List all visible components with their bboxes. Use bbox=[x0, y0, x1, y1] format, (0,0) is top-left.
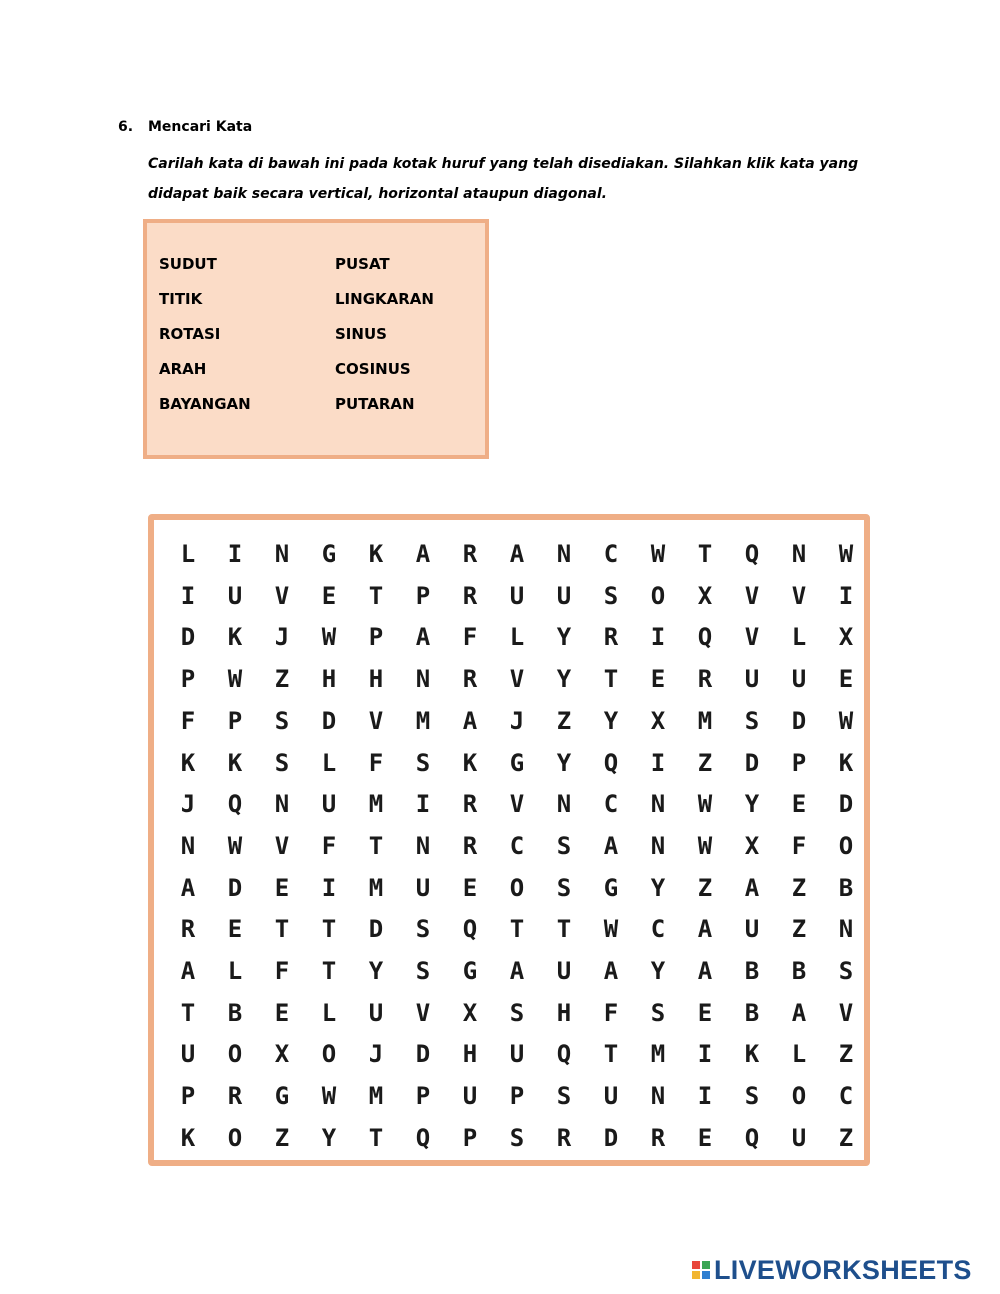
grid-letter[interactable]: F bbox=[368, 748, 384, 777]
grid-letter[interactable]: V bbox=[744, 623, 760, 652]
grid-letter[interactable]: G bbox=[462, 957, 478, 985]
grid-letter[interactable]: A bbox=[791, 998, 807, 1027]
grid-letter[interactable]: R bbox=[697, 665, 713, 694]
grid-letter[interactable]: T bbox=[556, 915, 572, 944]
grid-letter[interactable]: U bbox=[415, 873, 431, 902]
grid-letter[interactable]: N bbox=[838, 915, 854, 944]
grid-letter[interactable]: N bbox=[791, 540, 807, 568]
grid-letter[interactable]: R bbox=[462, 790, 478, 819]
grid-letter[interactable]: V bbox=[368, 706, 384, 735]
grid-letter[interactable]: O bbox=[509, 873, 525, 902]
grid-letter[interactable]: Q bbox=[603, 748, 619, 777]
grid-letter[interactable]: X bbox=[697, 581, 713, 610]
grid-letter[interactable]: D bbox=[744, 748, 760, 777]
grid-letter[interactable]: W bbox=[650, 540, 666, 568]
grid-letter[interactable]: P bbox=[180, 1082, 196, 1111]
grid-letter[interactable]: A bbox=[697, 957, 713, 985]
grid-letter[interactable]: B bbox=[838, 873, 854, 902]
grid-letter[interactable]: C bbox=[603, 790, 619, 819]
grid-letter[interactable]: E bbox=[650, 665, 666, 694]
grid-letter[interactable]: S bbox=[415, 915, 431, 944]
grid-letter[interactable]: Q bbox=[462, 915, 478, 944]
grid-letter[interactable]: E bbox=[321, 581, 337, 610]
grid-letter[interactable]: Y bbox=[321, 1123, 337, 1152]
grid-letter[interactable]: X bbox=[838, 623, 854, 652]
grid-letter[interactable]: B bbox=[744, 957, 760, 985]
grid-letter[interactable]: U bbox=[791, 1123, 807, 1152]
grid-letter[interactable]: R bbox=[462, 581, 478, 610]
grid-letter[interactable]: U bbox=[321, 790, 337, 819]
grid-letter[interactable]: A bbox=[415, 540, 431, 568]
grid-letter[interactable]: A bbox=[603, 831, 619, 860]
grid-letter[interactable]: U bbox=[603, 1082, 619, 1111]
grid-letter[interactable]: G bbox=[603, 873, 619, 902]
grid-letter[interactable]: R bbox=[227, 1082, 243, 1111]
grid-letter[interactable]: P bbox=[227, 706, 243, 735]
grid-letter[interactable]: T bbox=[368, 831, 384, 860]
logo-tile bbox=[702, 1261, 710, 1269]
grid-letter[interactable]: U bbox=[509, 1040, 525, 1069]
grid-letter[interactable]: F bbox=[321, 831, 337, 860]
grid-letter[interactable]: N bbox=[650, 1082, 666, 1111]
grid-letter[interactable]: C bbox=[838, 1082, 854, 1111]
grid-letter[interactable]: N bbox=[274, 540, 290, 568]
grid-letter[interactable]: O bbox=[227, 1040, 243, 1069]
grid-letter[interactable]: E bbox=[274, 998, 290, 1027]
grid-letter[interactable]: P bbox=[791, 748, 807, 777]
grid-letter[interactable]: O bbox=[838, 831, 854, 860]
grid-letter[interactable]: U bbox=[556, 581, 572, 610]
grid-letter[interactable]: F bbox=[274, 957, 290, 985]
grid-letter[interactable]: R bbox=[462, 540, 478, 568]
grid-letter[interactable]: V bbox=[415, 998, 431, 1027]
grid-letter[interactable]: B bbox=[227, 998, 243, 1027]
grid-letter[interactable]: Y bbox=[556, 748, 572, 777]
logo-tile bbox=[692, 1261, 700, 1269]
grid-letter[interactable]: L bbox=[180, 540, 196, 568]
grid-letter[interactable]: K bbox=[744, 1040, 760, 1069]
grid-letter[interactable]: S bbox=[415, 748, 431, 777]
grid-letter[interactable]: I bbox=[697, 1040, 713, 1069]
grid-letter[interactable]: D bbox=[838, 790, 854, 819]
grid-letter[interactable]: M bbox=[368, 873, 384, 902]
grid-letter[interactable]: S bbox=[556, 873, 572, 902]
grid-letter[interactable]: I bbox=[650, 623, 666, 652]
word-bank-item: ARAH bbox=[159, 360, 207, 378]
grid-letter[interactable]: S bbox=[415, 957, 431, 985]
grid-letter[interactable]: K bbox=[368, 540, 384, 568]
grid-letter[interactable]: Y bbox=[368, 957, 384, 985]
grid-letter[interactable]: O bbox=[227, 1123, 243, 1152]
grid-letter[interactable]: A bbox=[415, 623, 431, 652]
grid-letter[interactable]: G bbox=[274, 1082, 290, 1111]
grid-letter[interactable]: O bbox=[321, 1040, 337, 1069]
grid-letter[interactable]: Z bbox=[697, 748, 713, 777]
grid-letter[interactable]: P bbox=[415, 581, 431, 610]
grid-letter[interactable]: R bbox=[180, 915, 196, 944]
grid-letter[interactable]: E bbox=[838, 665, 854, 694]
grid-letter[interactable]: S bbox=[556, 831, 572, 860]
liveworksheets-brand bbox=[692, 1255, 972, 1285]
grid-letter[interactable]: N bbox=[650, 831, 666, 860]
grid-letter[interactable]: G bbox=[321, 540, 337, 568]
grid-letter[interactable]: W bbox=[321, 623, 337, 652]
grid-letter[interactable]: T bbox=[321, 915, 337, 944]
word-bank-item: BAYANGAN bbox=[159, 395, 251, 413]
question-number: 6. bbox=[118, 119, 134, 135]
grid-letter[interactable]: P bbox=[509, 1082, 525, 1111]
grid-letter[interactable]: P bbox=[180, 665, 196, 694]
grid-letter[interactable]: I bbox=[321, 873, 337, 902]
grid-letter[interactable]: T bbox=[603, 1040, 619, 1069]
grid-letter[interactable]: Z bbox=[274, 1123, 290, 1152]
grid-letter[interactable]: K bbox=[180, 1123, 196, 1152]
grid-letter[interactable]: E bbox=[227, 915, 243, 944]
grid-letter[interactable]: J bbox=[274, 623, 290, 652]
grid-letter[interactable]: U bbox=[744, 915, 760, 944]
grid-letter[interactable]: S bbox=[274, 748, 290, 777]
grid-letter[interactable]: M bbox=[368, 790, 384, 819]
grid-letter[interactable]: W bbox=[838, 540, 854, 568]
grid-letter[interactable]: F bbox=[462, 623, 478, 652]
grid-letter[interactable]: Y bbox=[650, 957, 666, 985]
grid-letter[interactable]: A bbox=[744, 873, 760, 902]
grid-letter[interactable]: T bbox=[368, 1123, 384, 1152]
logo-tile bbox=[692, 1271, 700, 1279]
grid-letter[interactable]: E bbox=[697, 1123, 713, 1152]
grid-letter[interactable]: V bbox=[509, 790, 525, 819]
grid-letter[interactable]: I bbox=[650, 748, 666, 777]
grid-letter[interactable]: U bbox=[368, 998, 384, 1027]
word-bank-item: TITIK bbox=[159, 290, 203, 308]
grid-letter[interactable]: U bbox=[791, 665, 807, 694]
grid-letter[interactable]: G bbox=[509, 748, 525, 777]
grid-letter[interactable]: K bbox=[180, 748, 196, 777]
grid-letter[interactable]: W bbox=[838, 706, 854, 735]
grid-letter[interactable]: T bbox=[180, 998, 196, 1027]
grid-letter[interactable]: D bbox=[321, 706, 337, 735]
grid-letter[interactable]: N bbox=[556, 790, 572, 819]
grid-letter[interactable]: W bbox=[227, 831, 243, 860]
grid-letter[interactable]: A bbox=[603, 957, 619, 985]
grid-letter[interactable]: D bbox=[603, 1123, 619, 1152]
grid-letter[interactable]: I bbox=[180, 581, 196, 610]
grid-letter[interactable]: Q bbox=[556, 1040, 572, 1069]
grid-letter[interactable]: A bbox=[509, 957, 525, 985]
grid-letter[interactable]: X bbox=[650, 706, 666, 735]
grid-letter[interactable]: S bbox=[838, 957, 854, 985]
grid-letter[interactable]: L bbox=[227, 957, 243, 985]
grid-letter[interactable]: H bbox=[462, 1040, 478, 1069]
liveworksheets-wordmark: LIVEWORKSHEETS bbox=[714, 1254, 972, 1285]
grid-letter[interactable]: H bbox=[368, 665, 384, 694]
grid-letter[interactable]: Z bbox=[697, 873, 713, 902]
grid-letter[interactable]: A bbox=[509, 540, 525, 568]
grid-letter[interactable]: E bbox=[791, 790, 807, 819]
grid-letter[interactable]: A bbox=[697, 915, 713, 944]
grid-letter[interactable]: M bbox=[368, 1082, 384, 1111]
grid-letter[interactable]: Y bbox=[603, 706, 619, 735]
grid-letter[interactable]: J bbox=[180, 790, 196, 819]
grid-letter[interactable]: X bbox=[744, 831, 760, 860]
grid-letter[interactable]: Y bbox=[556, 665, 572, 694]
grid-letter[interactable]: P bbox=[462, 1123, 478, 1152]
grid-letter[interactable]: D bbox=[415, 1040, 431, 1069]
grid-letter[interactable]: V bbox=[509, 665, 525, 694]
grid-letter[interactable]: Z bbox=[838, 1040, 854, 1069]
grid-letter[interactable]: U bbox=[227, 581, 243, 610]
grid-letter[interactable]: A bbox=[462, 706, 478, 735]
grid-letter[interactable]: C bbox=[603, 540, 619, 568]
word-bank-item: PUTARAN bbox=[335, 395, 415, 413]
grid-letter[interactable]: H bbox=[321, 665, 337, 694]
grid-letter[interactable]: T bbox=[603, 665, 619, 694]
word-bank-item: SINUS bbox=[335, 325, 387, 343]
grid-letter[interactable]: J bbox=[368, 1040, 384, 1069]
grid-letter[interactable]: I bbox=[227, 540, 243, 568]
grid-letter[interactable]: W bbox=[603, 915, 619, 944]
grid-letter[interactable]: Q bbox=[744, 1123, 760, 1152]
grid-letter[interactable]: X bbox=[462, 998, 478, 1027]
grid-letter[interactable]: V bbox=[791, 581, 807, 610]
grid-letter[interactable]: W bbox=[697, 831, 713, 860]
grid-letter[interactable]: P bbox=[415, 1082, 431, 1111]
grid-letter[interactable]: Y bbox=[744, 790, 760, 819]
grid-letter[interactable]: T bbox=[368, 581, 384, 610]
grid-letter[interactable]: R bbox=[603, 623, 619, 652]
grid-letter[interactable]: I bbox=[838, 581, 854, 610]
word-bank bbox=[143, 219, 489, 459]
grid-letter[interactable]: S bbox=[556, 1082, 572, 1111]
grid-letter[interactable]: D bbox=[791, 706, 807, 735]
grid-letter[interactable]: R bbox=[650, 1123, 666, 1152]
grid-letter[interactable]: J bbox=[509, 706, 525, 735]
grid-letter[interactable]: T bbox=[321, 957, 337, 985]
grid-letter[interactable]: S bbox=[274, 706, 290, 735]
grid-letter[interactable]: Y bbox=[556, 623, 572, 652]
grid-letter[interactable]: U bbox=[556, 957, 572, 985]
grid-letter[interactable]: K bbox=[462, 748, 478, 777]
grid-letter[interactable]: A bbox=[180, 873, 196, 902]
grid-letter[interactable]: N bbox=[180, 831, 196, 860]
grid-letter[interactable]: S bbox=[509, 1123, 525, 1152]
grid-letter[interactable]: F bbox=[603, 998, 619, 1027]
grid-letter[interactable]: Q bbox=[415, 1123, 431, 1152]
grid-letter[interactable]: M bbox=[650, 1040, 666, 1069]
grid-letter[interactable]: E bbox=[274, 873, 290, 902]
question-instruction: Carilah kata di bawah ini pada kotak huruf yang telah disediakan. Silahkan klik kata yang didapat baik secara vertical, horizontal ataupun diagonal. bbox=[148, 156, 859, 202]
grid-letter[interactable]: W bbox=[227, 665, 243, 694]
grid-letter[interactable]: D bbox=[368, 915, 384, 944]
grid-letter[interactable]: U bbox=[180, 1040, 196, 1069]
grid-letter[interactable]: Z bbox=[556, 706, 572, 735]
grid-letter[interactable]: X bbox=[274, 1040, 290, 1069]
grid-letter[interactable]: R bbox=[462, 665, 478, 694]
word-bank-item: SUDUT bbox=[159, 255, 217, 273]
grid-letter[interactable]: C bbox=[650, 915, 666, 944]
grid-letter[interactable]: T bbox=[509, 915, 525, 944]
grid-letter[interactable]: D bbox=[180, 623, 196, 652]
grid-letter[interactable]: U bbox=[744, 665, 760, 694]
grid-letter[interactable]: N bbox=[556, 540, 572, 568]
grid-letter[interactable]: T bbox=[697, 540, 713, 568]
grid-letter[interactable]: S bbox=[744, 1082, 760, 1111]
grid-letter[interactable]: K bbox=[838, 748, 854, 777]
word-search-grid bbox=[148, 514, 870, 1166]
grid-letter[interactable]: F bbox=[791, 831, 807, 860]
grid-letter[interactable]: V bbox=[838, 998, 854, 1027]
grid-letter[interactable]: W bbox=[321, 1082, 337, 1111]
grid-letter[interactable]: Z bbox=[838, 1123, 854, 1152]
grid-letter[interactable]: K bbox=[227, 623, 243, 652]
grid-letter[interactable]: V bbox=[274, 831, 290, 860]
grid-letter[interactable]: O bbox=[791, 1082, 807, 1111]
grid-letter[interactable]: I bbox=[415, 790, 431, 819]
grid-letter[interactable]: L bbox=[791, 623, 807, 652]
grid-letter[interactable]: M bbox=[415, 706, 431, 735]
grid-letter[interactable]: Q bbox=[697, 623, 713, 652]
grid-letter[interactable]: E bbox=[462, 873, 478, 902]
grid-letter[interactable]: Q bbox=[744, 540, 760, 568]
grid-letter[interactable]: E bbox=[697, 998, 713, 1027]
grid-letter[interactable]: W bbox=[697, 790, 713, 819]
grid-letter[interactable]: M bbox=[697, 706, 713, 735]
grid-letter[interactable]: S bbox=[603, 581, 619, 610]
word-bank-item: PUSAT bbox=[335, 255, 390, 273]
word-bank-item: LINGKARAN bbox=[335, 290, 434, 308]
grid-letter[interactable]: T bbox=[274, 915, 290, 944]
question-title: Mencari Kata bbox=[148, 119, 253, 135]
word-bank-item: COSINUS bbox=[335, 360, 411, 378]
grid-letter[interactable]: B bbox=[791, 957, 807, 985]
grid-letter[interactable]: V bbox=[274, 581, 290, 610]
grid-letter[interactable]: Z bbox=[791, 915, 807, 944]
grid-letter[interactable]: O bbox=[650, 581, 666, 610]
grid-letter[interactable]: D bbox=[227, 873, 243, 902]
grid-letter[interactable]: V bbox=[744, 581, 760, 610]
grid-letter[interactable]: B bbox=[744, 998, 760, 1027]
grid-letter[interactable]: K bbox=[227, 748, 243, 777]
grid-letter[interactable]: U bbox=[509, 581, 525, 610]
grid-letter[interactable]: L bbox=[509, 623, 525, 652]
grid-letter[interactable]: N bbox=[415, 665, 431, 694]
grid-letter[interactable]: U bbox=[462, 1082, 478, 1111]
grid-letter[interactable]: Y bbox=[650, 873, 666, 902]
grid-letter[interactable]: C bbox=[509, 831, 525, 860]
grid-letter[interactable]: N bbox=[650, 790, 666, 819]
grid-letter[interactable]: S bbox=[744, 706, 760, 735]
grid-letter[interactable]: R bbox=[462, 831, 478, 860]
grid-letter[interactable]: S bbox=[650, 998, 666, 1027]
grid-letter[interactable]: Q bbox=[227, 790, 243, 819]
grid-letter[interactable]: Z bbox=[791, 873, 807, 902]
grid-letter[interactable]: L bbox=[321, 748, 337, 777]
grid-letter[interactable]: N bbox=[274, 790, 290, 819]
grid-letter[interactable]: H bbox=[556, 998, 572, 1027]
grid-letter[interactable]: Z bbox=[274, 665, 290, 694]
grid-letter[interactable]: I bbox=[697, 1082, 713, 1111]
grid-letter[interactable]: L bbox=[791, 1040, 807, 1069]
grid-letter[interactable]: L bbox=[321, 998, 337, 1027]
grid-letter[interactable]: S bbox=[509, 998, 525, 1027]
grid-letter[interactable]: N bbox=[415, 831, 431, 860]
grid-letter[interactable]: A bbox=[180, 957, 196, 985]
logo-tile bbox=[702, 1271, 710, 1279]
grid-letter[interactable]: F bbox=[180, 706, 196, 735]
grid-letter[interactable]: P bbox=[368, 623, 384, 652]
grid-letter[interactable]: R bbox=[556, 1123, 572, 1152]
word-bank-item: ROTASI bbox=[159, 325, 221, 343]
liveworksheets-logo-icon bbox=[692, 1261, 710, 1279]
